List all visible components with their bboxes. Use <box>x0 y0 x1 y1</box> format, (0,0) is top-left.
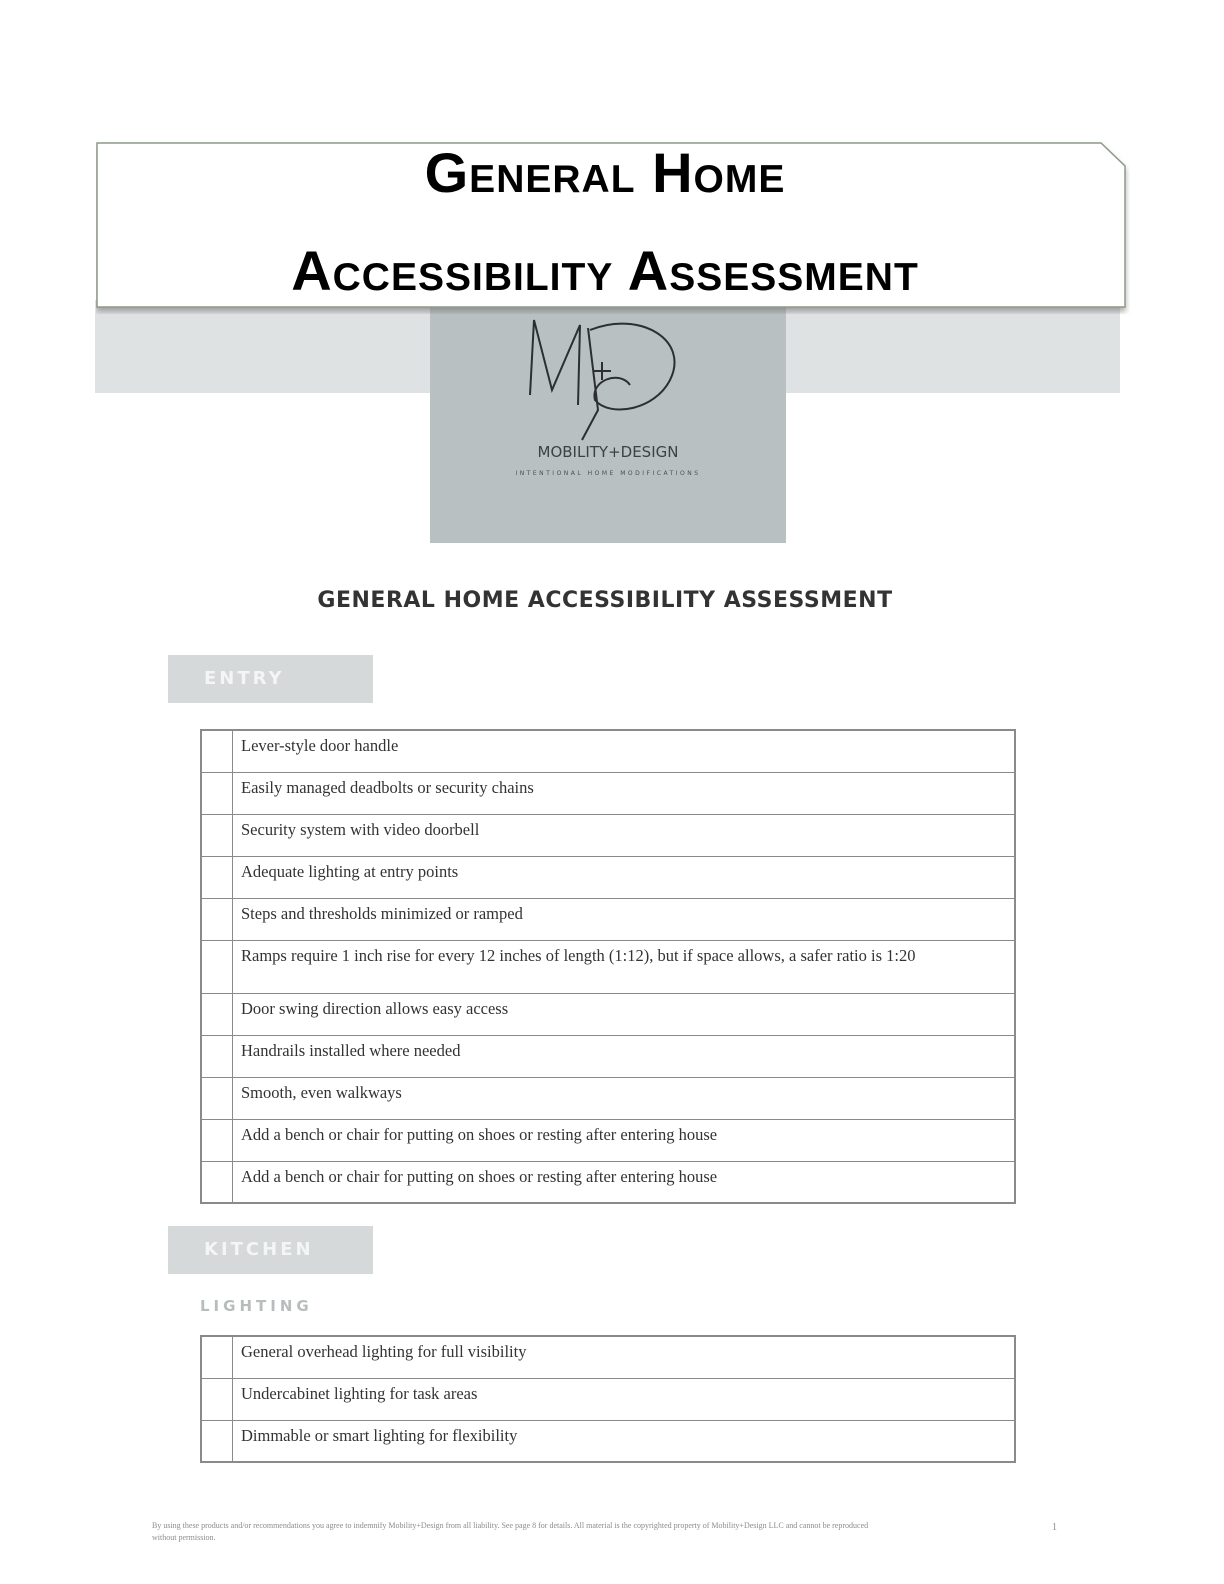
footer-disclaimer: By using these products and/or recommendations you agree to indemnify Mobility+Design from all liability. See page 8 for details. All material is the copyrighted property of Mobility+Design LLC and cannot be reproduced without permission. <box>152 1521 869 1542</box>
checklist-item-text: Handrails installed where needed <box>233 1035 1016 1077</box>
checkbox[interactable] <box>201 856 233 898</box>
page-title: GENERAL HOME ACCESSIBILITY ASSESSMENT <box>317 588 893 613</box>
entry-checklist <box>200 729 1016 1204</box>
lighting-checklist <box>200 1335 1016 1463</box>
logo-name: MOBILITY+DESIGN <box>537 443 679 461</box>
checkbox[interactable] <box>201 730 233 772</box>
monogram-logo-icon <box>430 300 786 543</box>
checklist-row <box>201 1378 1015 1420</box>
checkbox[interactable] <box>201 1336 233 1378</box>
section-tag-kitchen: KITCHEN <box>168 1226 373 1274</box>
checkbox[interactable] <box>201 993 233 1035</box>
checklist-row <box>201 1035 1015 1077</box>
checkbox[interactable] <box>201 1035 233 1077</box>
checklist-row <box>201 1161 1015 1203</box>
checkbox[interactable] <box>201 1077 233 1119</box>
page-number: 1 <box>1052 1522 1057 1533</box>
checkbox[interactable] <box>201 898 233 940</box>
checklist-row <box>201 898 1015 940</box>
checkbox[interactable] <box>201 940 233 993</box>
checklist-item-text: Smooth, even walkways <box>233 1077 1016 1119</box>
checklist-row <box>201 1119 1015 1161</box>
logo-tagline: INTENTIONAL HOME MODIFICATIONS <box>515 470 701 477</box>
checkbox[interactable] <box>201 1119 233 1161</box>
checklist-item-text: Dimmable or smart lighting for flexibility <box>233 1420 1016 1462</box>
checklist-item-text: Security system with video doorbell <box>233 814 1016 856</box>
checklist-row <box>201 993 1015 1035</box>
checkbox[interactable] <box>201 1420 233 1462</box>
checklist-item-text: Lever-style door handle <box>233 730 1016 772</box>
checklist-row <box>201 814 1015 856</box>
checklist-item-text: Easily managed deadbolts or security chains <box>233 772 1016 814</box>
checklist-row <box>201 772 1015 814</box>
checklist-row <box>201 1336 1015 1378</box>
section-tag-entry: ENTRY <box>168 655 373 703</box>
checklist-row <box>201 856 1015 898</box>
checklist-row <box>201 1420 1015 1462</box>
checklist-item-text: Undercabinet lighting for task areas <box>233 1378 1016 1420</box>
banner-title-line-1: General Home <box>424 141 786 204</box>
subsection-lighting: LIGHTING <box>200 1297 313 1315</box>
checklist-row <box>201 730 1015 772</box>
logo <box>430 300 786 543</box>
checkbox[interactable] <box>201 814 233 856</box>
checklist-item-text: Adequate lighting at entry points <box>233 856 1016 898</box>
checklist-row <box>201 1077 1015 1119</box>
checklist-item-text: Steps and thresholds minimized or ramped <box>233 898 1016 940</box>
checklist-row <box>201 940 1015 993</box>
checklist-item-text: Add a bench or chair for putting on shoes or resting after entering house <box>233 1119 1016 1161</box>
checkbox[interactable] <box>201 1378 233 1420</box>
checklist-item-text: Door swing direction allows easy access <box>233 993 1016 1035</box>
banner-title-line-2: Accessibility Assessment <box>291 239 919 302</box>
checkbox[interactable] <box>201 1161 233 1203</box>
checklist-item-text: Ramps require 1 inch rise for every 12 inches of length (1:12), but if space allows, a safer ratio is 1:20 <box>233 940 1016 993</box>
checkbox[interactable] <box>201 772 233 814</box>
checklist-item-text: General overhead lighting for full visibility <box>233 1336 1016 1378</box>
checklist-item-text: Add a bench or chair for putting on shoes or resting after entering house <box>233 1161 1016 1203</box>
